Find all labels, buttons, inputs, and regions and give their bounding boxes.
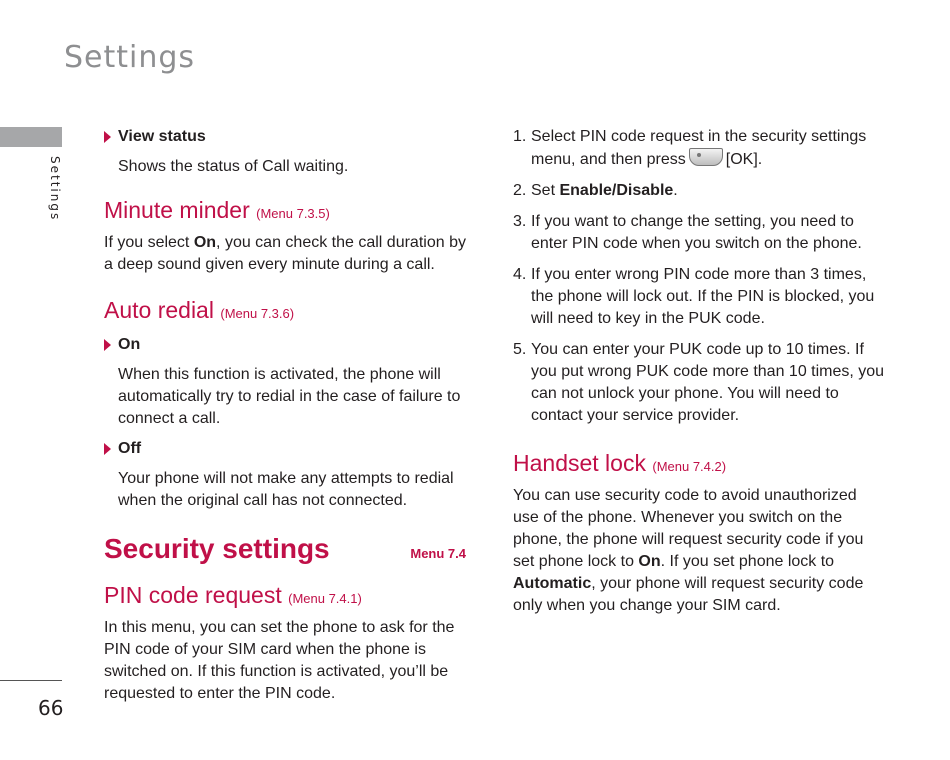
left-column [104,126,466,705]
step-text: If you want to change the setting, you need to enter PIN code when you switch on the phone. [531,213,862,252]
minute-minder-text-pre: If you select [104,234,194,251]
pin-request-ref: (Menu 7.4.1) [288,591,362,606]
list-item [513,339,885,427]
step-number: 3. [513,213,527,230]
auto-redial-off-text: Your phone will not make any attempts to redial when the original call has not connected. [118,470,454,509]
minute-minder-text [104,232,466,276]
minute-minder-text-post: , you can check the call duration by a deep sound given every minute during a call. [104,234,466,273]
pin-steps-list [513,126,885,427]
page-title: Settings [64,40,196,75]
view-status-text: Shows the status of Call waiting. [118,158,349,175]
auto-redial-on-label: On [118,336,141,353]
handset-lock-text-1: You can use security code to avoid unauthorized use of the phone. Whenever you switch on the phone, the phone will request security code if you set phone lock to [513,487,864,570]
handset-lock-text-2: . If you set phone lock to [660,553,835,570]
side-section-label: Settings [48,156,62,222]
step-1-text-pre: Select PIN code request in the security settings menu, and then press [531,128,867,168]
handset-lock-bold-on: On [638,553,661,570]
minute-minder-heading [104,196,466,228]
security-settings-heading [104,532,466,571]
triangle-right-icon [104,339,111,351]
step-text: If you enter wrong PIN code more than 3 times, the phone will lock out. If the PIN is blocked, you will need to key in the PUK code. [531,266,875,327]
auto-redial-off-label: Off [118,440,142,457]
security-settings-menu: Menu 7.4 [410,546,466,561]
auto-redial-heading [104,296,466,328]
step-number: 1. [513,128,527,145]
page-number: 66 [38,696,64,720]
step-number: 2. [513,182,527,199]
view-status-heading [104,126,466,148]
minute-minder-ref: (Menu 7.3.5) [256,206,330,221]
minute-minder-text-bold: On [193,234,217,251]
step-number: 4. [513,266,527,283]
pin-request-title: PIN code request [104,582,282,608]
handset-lock-text-3: , your phone will request security code only when you change your SIM card. [513,575,864,614]
pin-request-heading [104,581,466,613]
handset-lock-heading [513,449,885,481]
side-tab [0,127,62,147]
auto-redial-on-text: When this function is activated, the phone will automatically try to redial in the case of failure to connect a call. [118,366,461,427]
handset-lock-ref: (Menu 7.4.2) [652,459,727,474]
auto-redial-title: Auto redial [104,297,214,323]
list-item [513,264,885,330]
handset-lock-text [513,485,885,617]
step-2-text-bold: Enable/Disable [559,182,674,199]
right-column [513,126,885,617]
step-number: 5. [513,341,527,358]
step-text [531,180,678,202]
triangle-right-icon [104,131,111,143]
step-2-text-post: . [673,182,678,199]
security-settings-title: Security settings [104,533,330,564]
list-item [513,180,885,202]
auto-redial-on-heading [104,334,466,356]
handset-lock-bold-automatic: Automatic [513,575,592,592]
handset-lock-title: Handset lock [513,450,646,476]
view-status-label: View status [118,128,206,145]
step-text: You can enter your PUK code up to 10 times. If you put wrong PUK code more than 10 times, you can not unlock your phone. You will need to contact your service provider. [531,341,885,424]
list-item [513,126,885,171]
auto-redial-ref: (Menu 7.3.6) [220,306,295,321]
step-1-text-post: [OK]. [725,151,763,168]
pin-request-text: In this menu, you can set the phone to ask for the PIN code of your SIM card when the phone is switched on. If this function is activated, you’ll be requested to enter the PIN code. [104,619,455,702]
ok-key-icon [689,148,723,166]
step-2-text-pre: Set [531,182,560,199]
footer-divider [0,680,62,681]
step-text [531,126,885,171]
auto-redial-off-heading [104,438,466,460]
minute-minder-title: Minute minder [104,197,250,223]
list-item [513,211,885,255]
triangle-right-icon [104,443,111,455]
